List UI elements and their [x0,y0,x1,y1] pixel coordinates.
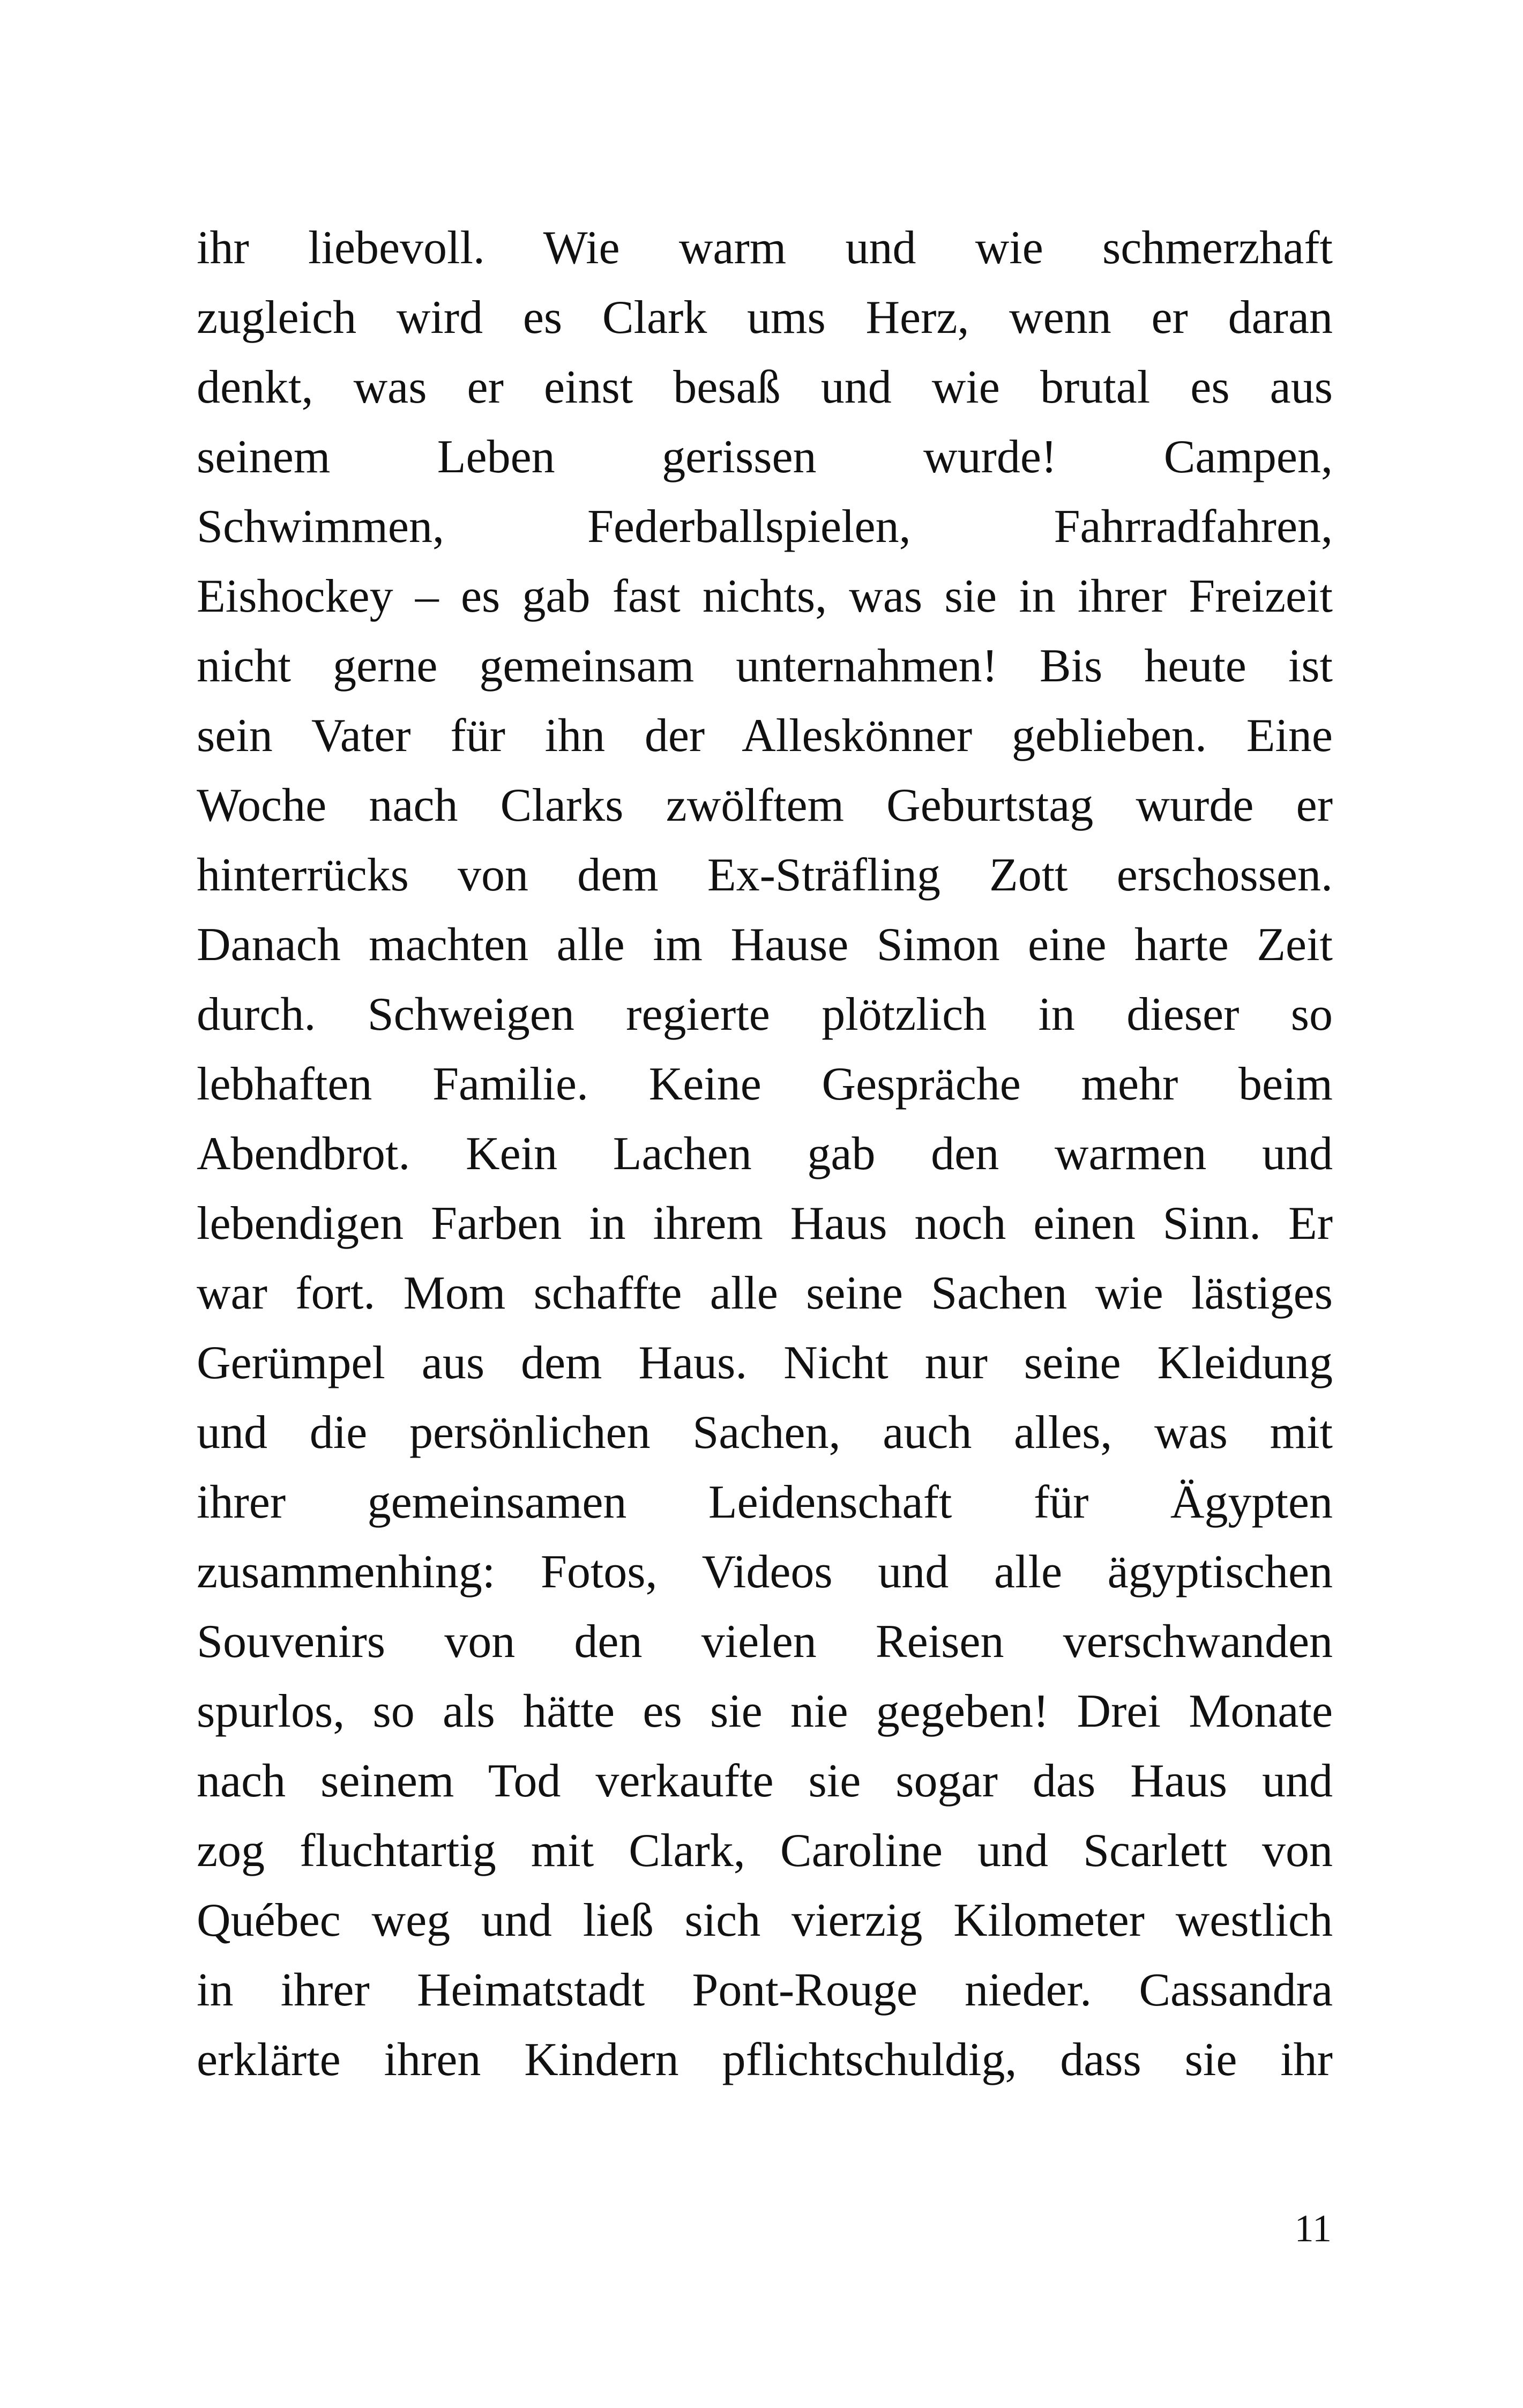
text-line: lebendigen Farben in ihrem Haus noch einen Sinn. Er [197,1198,1333,1250]
text-line: Gerümpel aus dem Haus. Nicht nur seine Kleidung [197,1337,1333,1389]
text-line: hinterrücks von dem Ex-Sträfling Zott erschossen. [197,849,1333,901]
text-line: Woche nach Clarks zwölftem Geburtstag wurde er [197,779,1333,831]
text-line: erklärte ihren Kindern pflichtschuldig, dass sie ihr [197,2034,1333,2086]
page-number: 11 [1294,2207,1332,2250]
text-line: nicht gerne gemeinsam unternahmen! Bis heute ist [197,640,1333,692]
text-line: zog fluchtartig mit Clark, Caroline und Scarlett von [197,1825,1333,1877]
text-line: spurlos, so als hätte es sie nie gegeben! Drei Monate [197,1685,1333,1737]
text-line: lebhaften Familie. Keine Gespräche mehr beim [197,1058,1333,1110]
text-line: ihr liebevoll. Wie warm und wie schmerzhaft [197,222,1333,274]
text-line: zugleich wird es Clark ums Herz, wenn er daran [197,292,1333,344]
text-line: sein Vater für ihn der Alleskönner geblieben. Eine [197,710,1333,762]
text-line: durch. Schweigen regierte plötzlich in dieser so [197,989,1333,1041]
text-line: ihrer gemeinsamen Leidenschaft für Ägypten [197,1476,1333,1528]
text-line: und die persönlichen Sachen, auch alles, was mit [197,1407,1333,1459]
text-line: Abendbrot. Kein Lachen gab den warmen und [197,1128,1333,1180]
text-line: seinem Leben gerissen wurde! Campen, [197,431,1333,483]
text-line: Québec weg und ließ sich vierzig Kilometer westlich [197,1894,1333,1946]
text-line: Schwimmen, Federballspielen, Fahrradfahren, [197,501,1333,553]
text-line: Souvenirs von den vielen Reisen verschwanden [197,1616,1333,1668]
text-line: Danach machten alle im Hause Simon eine harte Zeit [197,919,1333,971]
text-line: in ihrer Heimatstadt Pont-Rouge nieder. Cassandra [197,1964,1333,2016]
text-line: war fort. Mom schaffte alle seine Sachen wie lästiges [197,1267,1333,1319]
text-line: nach seinem Tod verkaufte sie sogar das Haus und [197,1755,1333,1807]
body-text [197,213,1333,2095]
text-line: denkt, was er einst besaß und wie brutal es aus [197,361,1333,413]
text-line: zusammenhing: Fotos, Videos und alle ägyptischen [197,1546,1333,1598]
text-line: Eishockey – es gab fast nichts, was sie in ihrer Freizeit [197,570,1333,622]
